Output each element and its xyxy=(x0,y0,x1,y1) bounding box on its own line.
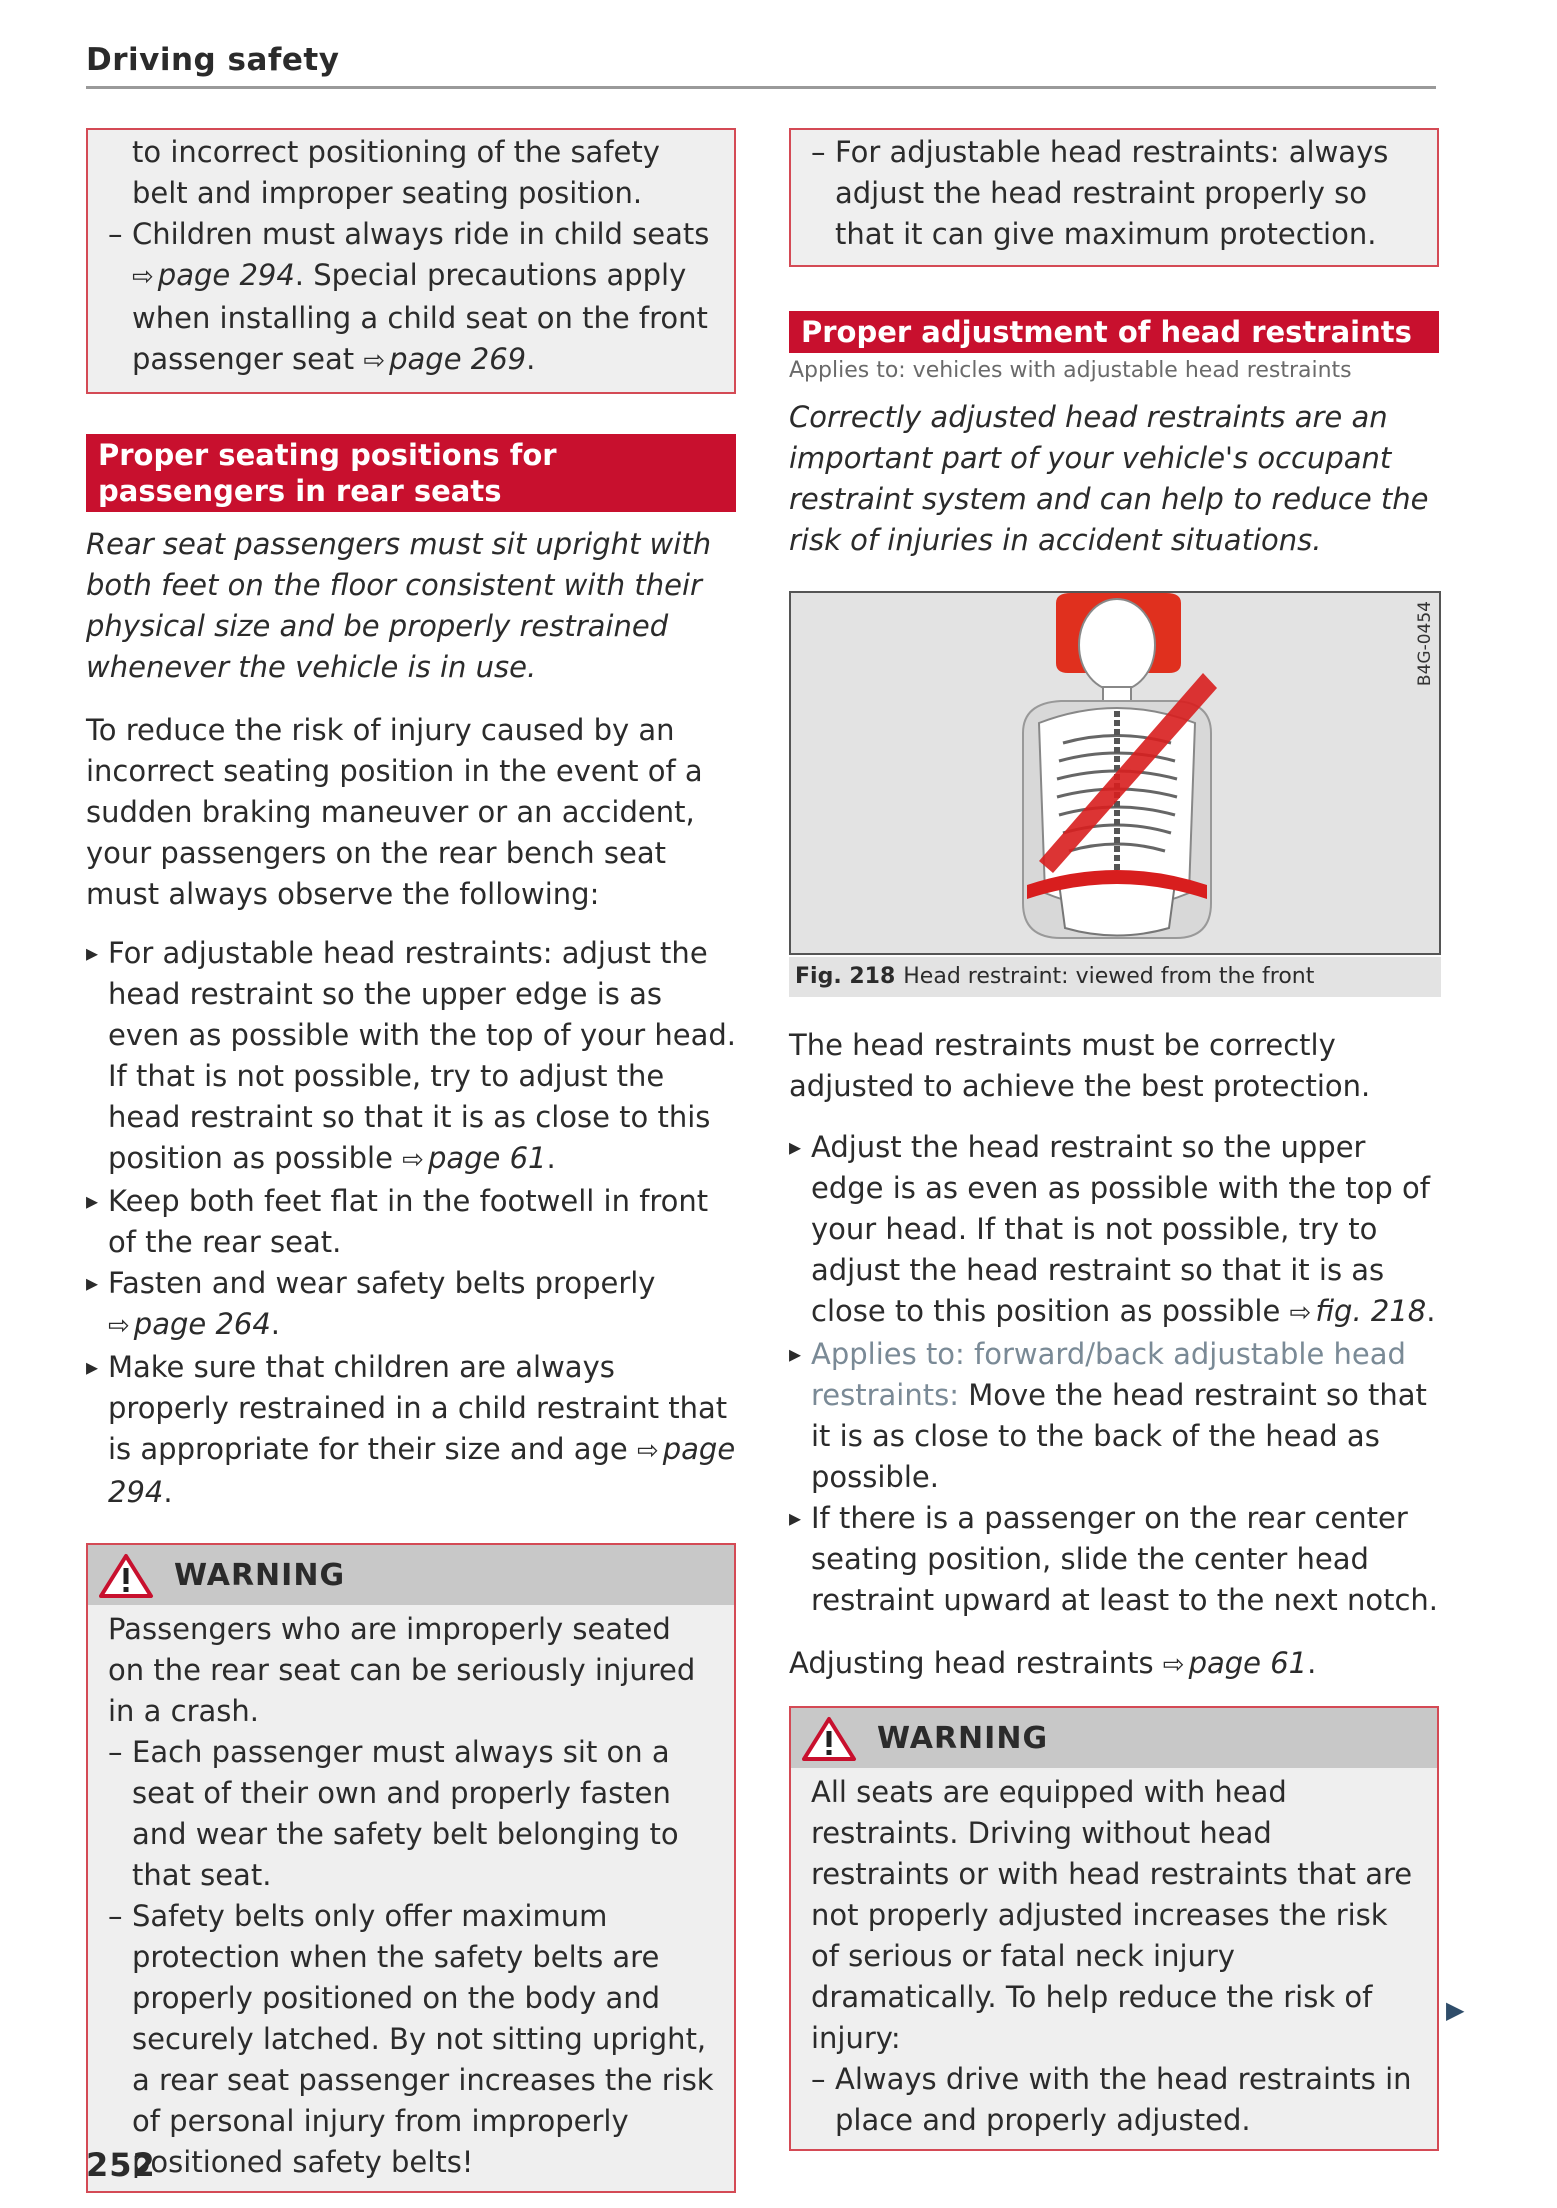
figure-code: B4G-0454 xyxy=(1415,601,1435,687)
warning-item: – Each passenger must always sit on a seat of their own and properly fasten and wear the safety belt belonging to that seat. xyxy=(108,1732,714,1896)
section-heading-head-restraints: Proper adjustment of head restraints xyxy=(789,311,1439,353)
page-header xyxy=(86,40,1436,89)
warning-item: – Always drive with the head restraints in place and properly adjusted. xyxy=(811,2059,1417,2141)
warning-body xyxy=(88,1605,734,2191)
warning-intro: Passengers who are improperly seated on the rear seat can be seriously injured in a crash. xyxy=(108,1612,696,1728)
warning-triangle-icon xyxy=(801,1716,857,1762)
warning-body xyxy=(791,1768,1437,2149)
warning-item: – Safety belts only offer maximum protection when the safety belts are properly positioned on the body and securely latched. By not sitting upright, a rear seat passenger increases the risk of personal injury from improperly positioned safety belts! xyxy=(108,1896,714,2183)
warning-header xyxy=(88,1545,734,1605)
page-ref-link[interactable]: ⇨ page 264 xyxy=(108,1307,271,1341)
arrow-right-outline-icon: ⇨ xyxy=(363,346,386,376)
list-item: ▸ Make sure that children are always properly restrained in a child restraint that is appropriate for their size and age ⇨ page 294. xyxy=(86,1347,736,1513)
warning-box-head-restraints xyxy=(789,1706,1439,2151)
child-seat-item: – Children must always ride in child seats ⇨ page 294. Special precautions apply when installing a child seat on the front passenger seat ⇨ page 269. xyxy=(108,214,714,382)
applies-to-note: Applies to: vehicles with adjustable head restraints xyxy=(789,358,1352,383)
instruction-list xyxy=(789,1127,1439,1621)
section-intro: Rear seat passengers must sit upright with both feet on the floor consistent with their physical size and be properly restrained whenever the vehicle is in use. xyxy=(86,527,712,684)
warning-title: WARNING xyxy=(174,1558,346,1593)
warning-header xyxy=(791,1708,1437,1768)
section-intro: Correctly adjusted head restraints are an important part of your vehicle's occupant restraint system and can help to reduce the risk of injuries in accident situations. xyxy=(789,400,1429,557)
arrow-right-outline-icon: ⇨ xyxy=(108,1311,130,1341)
section-heading-rear-seats: Proper seating positions for passengers in rear seats xyxy=(86,434,736,512)
page-ref-link[interactable]: ⇨ page 294 xyxy=(108,1432,736,1509)
continued-warning-box xyxy=(789,128,1439,267)
list-item: ▸ Fasten and wear safety belts properly ⇨ page 264. xyxy=(86,1263,736,1347)
warning-triangle-icon xyxy=(98,1553,154,1599)
instruction-list xyxy=(86,933,736,1513)
list-item: ▸ If there is a passenger on the rear center seating position, slide the center head restraint upward at least to the next notch. xyxy=(789,1498,1439,1621)
list-item: ▸ For adjustable head restraints: adjust the head restraint so the upper edge is as even as possible with the top of your head. If that is not possible, try to adjust the head restraint so that it is as close to this position as possible ⇨ page 61. xyxy=(86,933,736,1181)
continue-triangle-icon: ▶ xyxy=(1446,1996,1465,2024)
adjusting-reference: Adjusting head restraints ⇨ page 61. xyxy=(789,1646,1317,1680)
page-number: 252 xyxy=(86,2146,156,2184)
head-restraint-illustration xyxy=(791,593,1439,953)
right-column xyxy=(789,128,1439,2151)
figure-caption xyxy=(789,957,1441,997)
continued-text: to incorrect positioning of the safety belt and improper seating position. xyxy=(132,135,660,210)
arrow-right-outline-icon: ⇨ xyxy=(1162,1650,1185,1680)
head-restraint-item: – For adjustable head restraints: always adjust the head restraint properly so that it can give maximum protection. xyxy=(811,132,1417,255)
arrow-right-outline-icon: ⇨ xyxy=(636,1436,659,1466)
warning-intro: All seats are equipped with head restraints. Driving without head restraints or with head restraints that are not properly adjusted increases the risk of serious or fatal neck injury dramatically. To help reduce the risk of injury: xyxy=(811,1775,1413,2055)
adjust-note: The head restraints must be correctly adjusted to achieve the best protection. xyxy=(789,1028,1371,1103)
section-body: To reduce the risk of injury caused by an incorrect seating position in the event of a sudden braking maneuver or an accident, your passengers on the rear bench seat must always observe the following: xyxy=(86,713,703,911)
list-item: ▸ Adjust the head restraint so the upper edge is as even as possible with the top of your head. If that is not possible, try to adjust the head restraint so that it is as close to this position as possible ⇨ fig. 218. xyxy=(789,1127,1439,1334)
figure-caption-text: Head restraint: viewed from the front xyxy=(903,964,1315,989)
warning-title: WARNING xyxy=(877,1721,1049,1756)
page-ref-link[interactable]: ⇨ page 61 xyxy=(402,1141,547,1175)
page-ref-link[interactable]: ⇨ page 61 xyxy=(1162,1646,1308,1680)
chapter-title: Driving safety xyxy=(86,42,340,78)
list-item: ▸ Applies to: forward/back adjustable head restraints: Move the head restraint so that it is as close to the back of the head as possible. xyxy=(789,1334,1439,1498)
figure-head-restraint xyxy=(789,591,1441,955)
page-ref-link[interactable]: ⇨ page 269 xyxy=(363,342,527,376)
figure-ref-link[interactable]: ⇨ fig. 218 xyxy=(1289,1294,1427,1328)
arrow-right-outline-icon: ⇨ xyxy=(402,1145,424,1175)
page-ref-link[interactable]: ⇨ page 294 xyxy=(132,258,295,292)
list-item: ▸ Keep both feet flat in the footwell in front of the rear seat. xyxy=(86,1181,736,1263)
applies-to-link[interactable]: Applies to: forward/back adjustable head restraints: xyxy=(811,1337,1406,1412)
continued-warning-box xyxy=(86,128,736,394)
left-column xyxy=(86,128,736,2193)
warning-box-rear-seats xyxy=(86,1543,736,2193)
arrow-right-outline-icon: ⇨ xyxy=(132,262,154,292)
arrow-right-outline-icon: ⇨ xyxy=(1289,1298,1312,1328)
figure-label: Fig. 218 xyxy=(795,964,896,989)
